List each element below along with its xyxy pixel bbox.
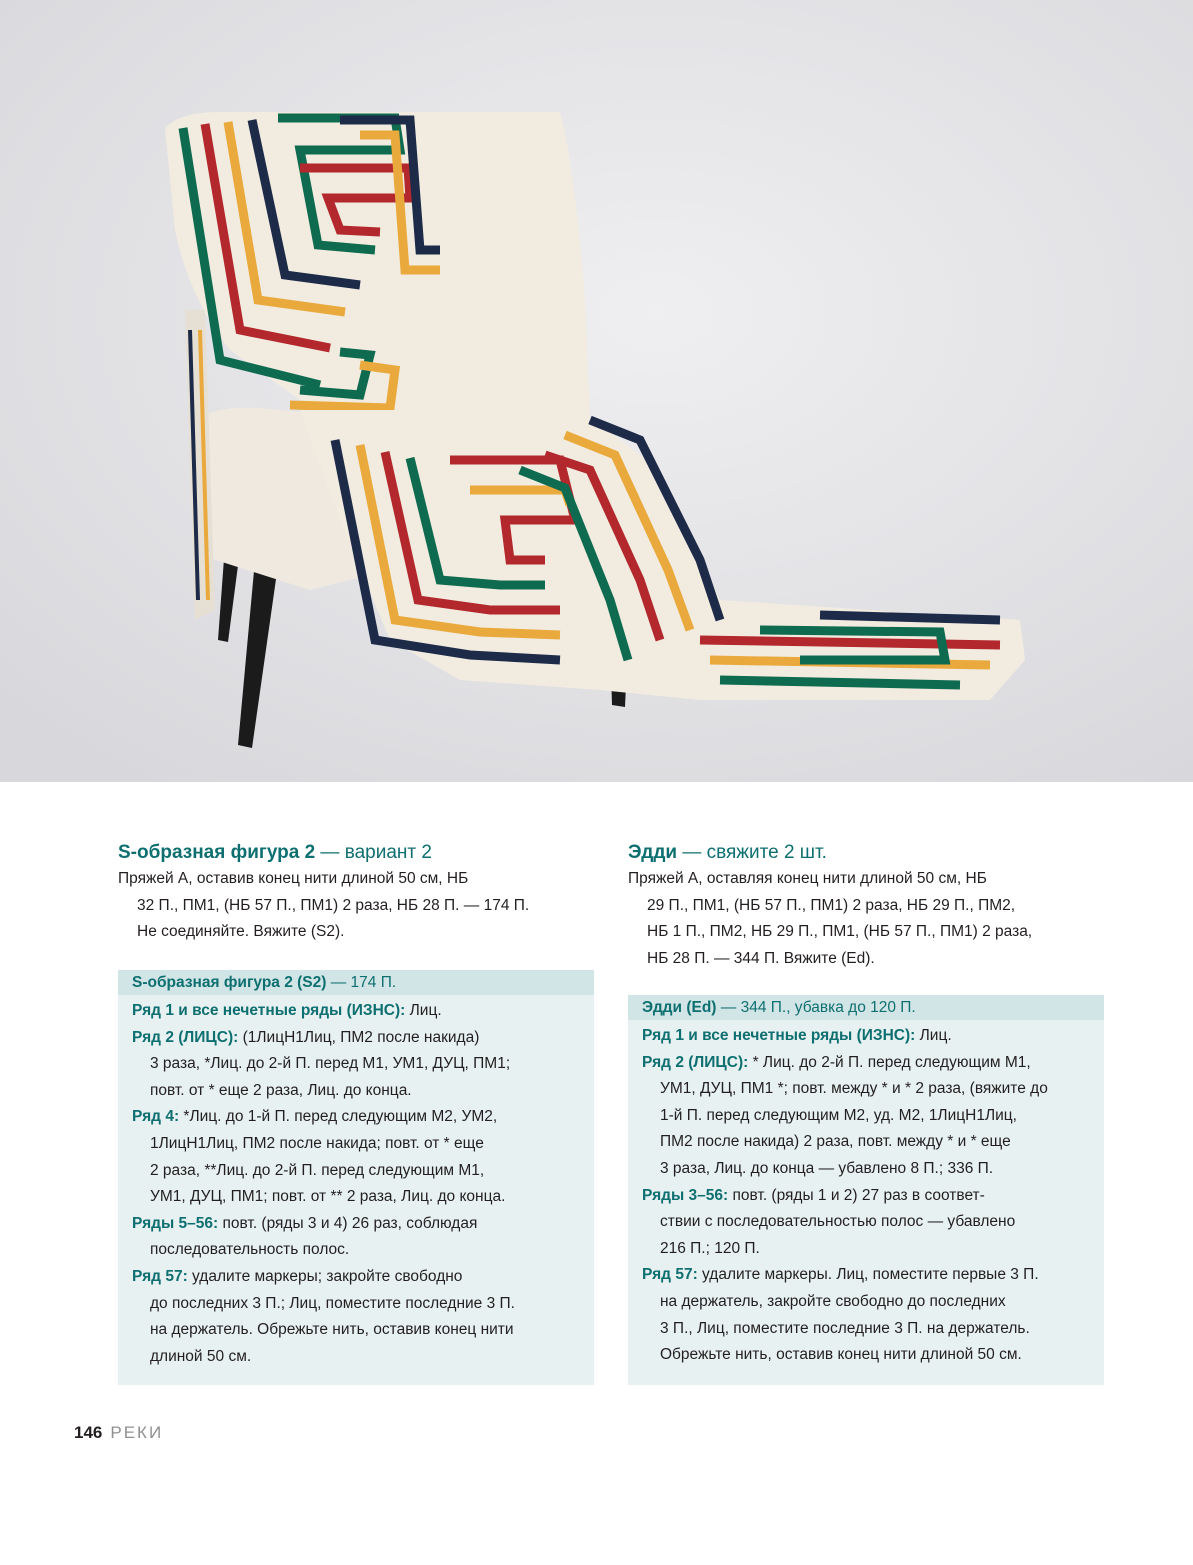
row-instruction-cont: 1-й П. перед следующим М2, уд. М2, 1ЛицН1Лиц,	[660, 1106, 1017, 1124]
section-name: РЕКИ	[110, 1423, 164, 1442]
intro-line: Пряжей A, оставив конец нити длиной 50 см, НБ	[118, 870, 469, 887]
section-intro	[628, 866, 1106, 972]
row-instruction-cont: на держатель, закройте свободно до последних	[660, 1292, 1006, 1310]
row-instruction-cont: повт. от * еще 2 раза, Лиц. до конца.	[150, 1081, 412, 1099]
row-instruction: Ряд 2 (ЛИЦС): * Лиц. до 2-й П. перед следующим М1,	[642, 1053, 1031, 1071]
instruction-box-title: Эдди (Ed) — 344 П., убавка до 120 П.	[628, 995, 1104, 1020]
instruction-box	[118, 970, 594, 1385]
row-instruction-cont: 216 П.; 120 П.	[660, 1239, 760, 1257]
intro-line: 32 П., ПМ1, (НБ 57 П., ПМ1) 2 раза, НБ 28 П. — 174 П.	[137, 896, 530, 914]
row-instruction-cont: длиной 50 см.	[150, 1347, 252, 1365]
row-instruction-cont: УМ1, ДУЦ, ПМ1; повт. от ** 2 раза, Лиц. до конца.	[150, 1188, 506, 1206]
row-instruction-cont: 3 раза, *Лиц. до 2-й П. перед М1, УМ1, ДУЦ, ПМ1;	[150, 1055, 511, 1073]
instruction-box-title: S-образная фигура 2 (S2) — 174 П.	[118, 970, 594, 995]
row-instruction: Ряд 1 и все нечетные ряды (ИЗНС): Лиц.	[132, 1002, 442, 1019]
left-column	[118, 840, 596, 946]
section-heading: S-образная фигура 2 — вариант 2	[118, 842, 432, 863]
page-number: 146	[74, 1423, 103, 1442]
row-instruction-cont: 3 раза, Лиц. до конца — убавлено 8 П.; 336 П.	[660, 1159, 994, 1177]
row-instruction: Ряды 5–56: повт. (ряды 3 и 4) 26 раз, соблюдая	[132, 1214, 478, 1232]
row-instruction: Ряд 57: удалите маркеры; закройте свободно	[132, 1267, 463, 1285]
intro-line: НБ 1 П., ПМ2, НБ 29 П., ПМ1, (НБ 57 П., ПМ1) 2 раза,	[647, 923, 1033, 940]
section-intro	[118, 866, 596, 946]
row-instruction-cont: ствии с последовательностью полос — убавлено	[660, 1213, 1016, 1231]
knitted-throw-illustration	[0, 0, 1193, 782]
instruction-box-body	[628, 1020, 1104, 1369]
right-column	[628, 840, 1106, 972]
row-instruction: Ряд 4: *Лиц. до 1-й П. перед следующим М2, УМ2,	[132, 1108, 498, 1126]
row-instruction-cont: 1ЛицН1Лиц, ПМ2 после накида; повт. от * еще	[150, 1134, 484, 1152]
row-instruction-cont: УМ1, ДУЦ, ПМ1 *; повт. между * и * 2 раза, (вяжите до	[660, 1080, 1048, 1098]
row-instruction: Ряд 2 (ЛИЦС): (1ЛицН1Лиц, ПМ2 после накида)	[132, 1028, 480, 1046]
page-footer	[74, 1422, 163, 1444]
row-instruction-cont: последовательность полос.	[150, 1241, 350, 1259]
row-instruction-cont: 3 П., Лиц, поместите последние 3 П. на держатель.	[660, 1319, 1030, 1337]
instruction-box-body	[118, 995, 594, 1370]
product-photo	[0, 0, 1193, 782]
intro-line: 29 П., ПМ1, (НБ 57 П., ПМ1) 2 раза, НБ 29 П., ПМ2,	[647, 896, 1016, 914]
row-instruction-cont: Обрежьте нить, оставив конец нити длиной 50 см.	[660, 1346, 1022, 1364]
instruction-box	[628, 995, 1104, 1385]
row-instruction-cont: на держатель. Обрежьте нить, оставив конец нити	[150, 1321, 514, 1339]
row-instruction: Ряд 1 и все нечетные ряды (ИЗНС): Лиц.	[642, 1027, 952, 1044]
intro-line: НБ 28 П. — 344 П. Вяжите (Ed).	[647, 949, 875, 967]
intro-line: Не соединяйте. Вяжите (S2).	[137, 923, 345, 940]
row-instruction-cont: ПМ2 после накида) 2 раза, повт. между * и * еще	[660, 1133, 1011, 1151]
row-instruction-cont: до последних 3 П.; Лиц, поместите последние 3 П.	[150, 1294, 515, 1312]
row-instruction: Ряд 57: удалите маркеры. Лиц, поместите первые 3 П.	[642, 1266, 1039, 1284]
row-instruction-cont: 2 раза, **Лиц. до 2-й П. перед следующим М1,	[150, 1161, 485, 1179]
section-heading: Эдди — свяжите 2 шт.	[628, 842, 827, 863]
intro-line: Пряжей A, оставляя конец нити длиной 50 см, НБ	[628, 870, 987, 887]
row-instruction: Ряды 3–56: повт. (ряды 1 и 2) 27 раз в соответ-	[642, 1186, 985, 1204]
